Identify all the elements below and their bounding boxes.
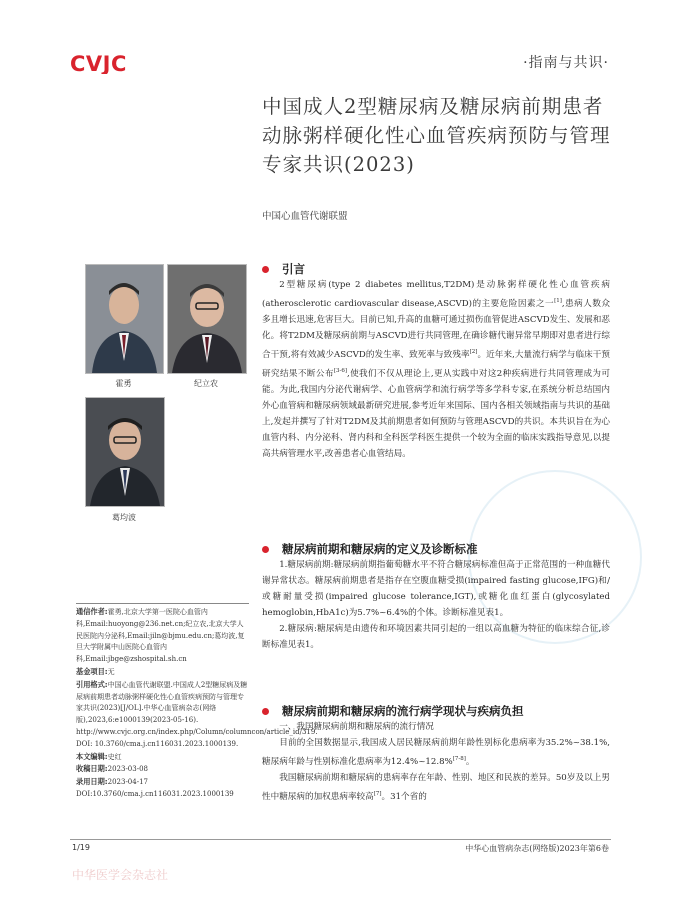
photo-caption-3: 葛均波 (112, 513, 136, 522)
section-heading-intro (262, 261, 305, 277)
editor: 本文编辑:史红 (76, 751, 122, 761)
funding: 基金项目:无 (76, 666, 115, 676)
intro-body (262, 277, 610, 462)
reference-mark: [2] (469, 348, 478, 355)
definition-body (262, 557, 610, 653)
correspondence: 通信作者:霍勇,北京大学第一医院心血管内科,Email:huoyong@236.net.cn;纪立农,北京大学人民医院内分泌科,Email:jiln@bjmu.edu.cn;葛均波,复旦大学附属中山医院心血管内科,Email:jbge@zshospital.sh.cn (76, 607, 245, 664)
reference-mark: [7-8] (452, 756, 466, 762)
bullet-icon (262, 266, 269, 273)
reference-mark: [7] (373, 790, 382, 797)
publisher-brand: 中华医学会杂志社 (72, 868, 169, 882)
author-photo-1 (85, 264, 164, 374)
epidemiology-paragraph-2: 我国糖尿病前期和糖尿病的患病率存在年龄、性别、地区和民族的差异。50岁及以上男性中糖尿病的加权患病率较高[7]。31个省的 (262, 772, 610, 802)
footer-divider (70, 839, 611, 840)
subsection-heading: 一、我国糖尿病前期和糖尿病的流行情况 (279, 722, 434, 732)
bullet-icon (262, 546, 269, 553)
section-heading-text: 引言 (282, 262, 305, 276)
article-metadata (76, 606, 318, 801)
author-line: 中国心血管代谢联盟 (262, 211, 348, 222)
page-number: 1/19 (72, 843, 90, 852)
doi[interactable]: DOI:10.3760/cma.j.cn116031.2023.1000139 (76, 789, 234, 798)
logo-text: CVJC (70, 52, 127, 74)
intro-paragraph: 2型糖尿病(type 2 diabetes mellitus,T2DM)是动脉粥样硬化性心血管疾病(atherosclerotic cardiovascular disease,ASCVD)的主要危险因素之一[1],患病人数众多且增长迅速,危害巨大。目前已知,升高的血糖可通过损伤血管促进ASCVD发生、发展和恶化。将T2DM及糖尿病前期与ASCVD进行共同管理,在确诊糖代谢异常早期即对患者进行综合干预,将有效减少ASCVD的发生率、致死率与致残率[2]。近年来,大量流行病学与临床干预研究结果不断公布[3-6],使我们不仅从理论上,更从实践中对这2种疾病进行共同管理成为可能。为此,我国内分泌代谢病学、心血管病学和流行病学等多学科专家,在系统分析总结国内外心血管病和糖尿病领域最新研究进展,参考近年来国际、国内各相关领域指南与共识的基础上,发起并撰写了针对T2DM及其前期患者如何预防与管理ASCVD的共识。本共识旨在为心血管内科、内分泌科、肾内科和全科医学科医生提供一个较为全面的临床实践指导意见,以提高共病管理水平,改善患者心血管结局。 (262, 280, 610, 459)
sidebar-divider (76, 603, 249, 604)
received-date: 收稿日期:2023-03-08 (76, 764, 148, 774)
bullet-icon (262, 708, 269, 715)
definition-paragraph-2: 2.糖尿病:糖尿病是由遗传和环境因素共同引起的一组以高血糖为特征的临床综合征,诊断标准见表1。 (262, 624, 610, 650)
reference-mark: [1] (554, 298, 562, 304)
photo-caption-1: 霍勇 (115, 379, 132, 388)
section-heading-text: 糖尿病前期和糖尿病的流行病学现状与疾病负担 (282, 704, 524, 718)
citation: 引用格式:中国心血管代谢联盟.中国成人2型糖尿病及糖尿病前期患者动脉粥样硬化性心血管疾病预防与管理专家共识(2023)[J/OL].中华心血管病杂志(网络版),2023,6:e1000139(2023-05-16). http://www.cvjc.org.cn/index.php/Column/columncon/article_id/319. DOI: 10.3760/cma.j.cn116031.2023.1000139. (76, 679, 318, 748)
photo-caption-2: 纪立农 (194, 379, 218, 388)
article-title: 中国成人2型糖尿病及糖尿病前期患者动脉粥样硬化性心血管疾病预防与管理专家共识(2023) (262, 95, 611, 176)
accepted-date: 录用日期:2023-04-17 (76, 777, 148, 787)
author-photo-3 (85, 397, 165, 507)
author-photo-2 (167, 264, 247, 374)
section-tag: ·指南与共识· (523, 55, 609, 71)
journal-footer: 中华心血管病杂志(网络版)2023年第6卷 (465, 844, 609, 853)
section-heading-text: 糖尿病前期和糖尿病的定义及诊断标准 (282, 542, 478, 556)
epidemiology-paragraph-1: 目前的全国数据显示,我国成人居民糖尿病前期年龄性别标化患病率为35.2%~38.1%,糖尿病年龄与性别标准化患病率为12.4%~12.8%[7-8]。 (262, 738, 610, 767)
section-heading-epidemiology (262, 703, 524, 719)
section-heading-definition (262, 541, 478, 557)
journal-logo (70, 52, 152, 74)
reference-mark: [3-6] (333, 367, 347, 374)
definition-paragraph-1: 1.糖尿病前期:糖尿病前期指葡萄糖水平不符合糖尿病标准但高于正常范围的一种血糖代谢异常状态。糖尿病前期患者是指存在空腹血糖受损(impaired fasting glucose,IFG)和/或糖耐量受损(impaired glucose tolerance,IGT),或糖化血红蛋白(glycosylated hemoglobin,HbA1c)为5.7%~6.4%的个体。诊断标准见表1。 (262, 560, 610, 618)
